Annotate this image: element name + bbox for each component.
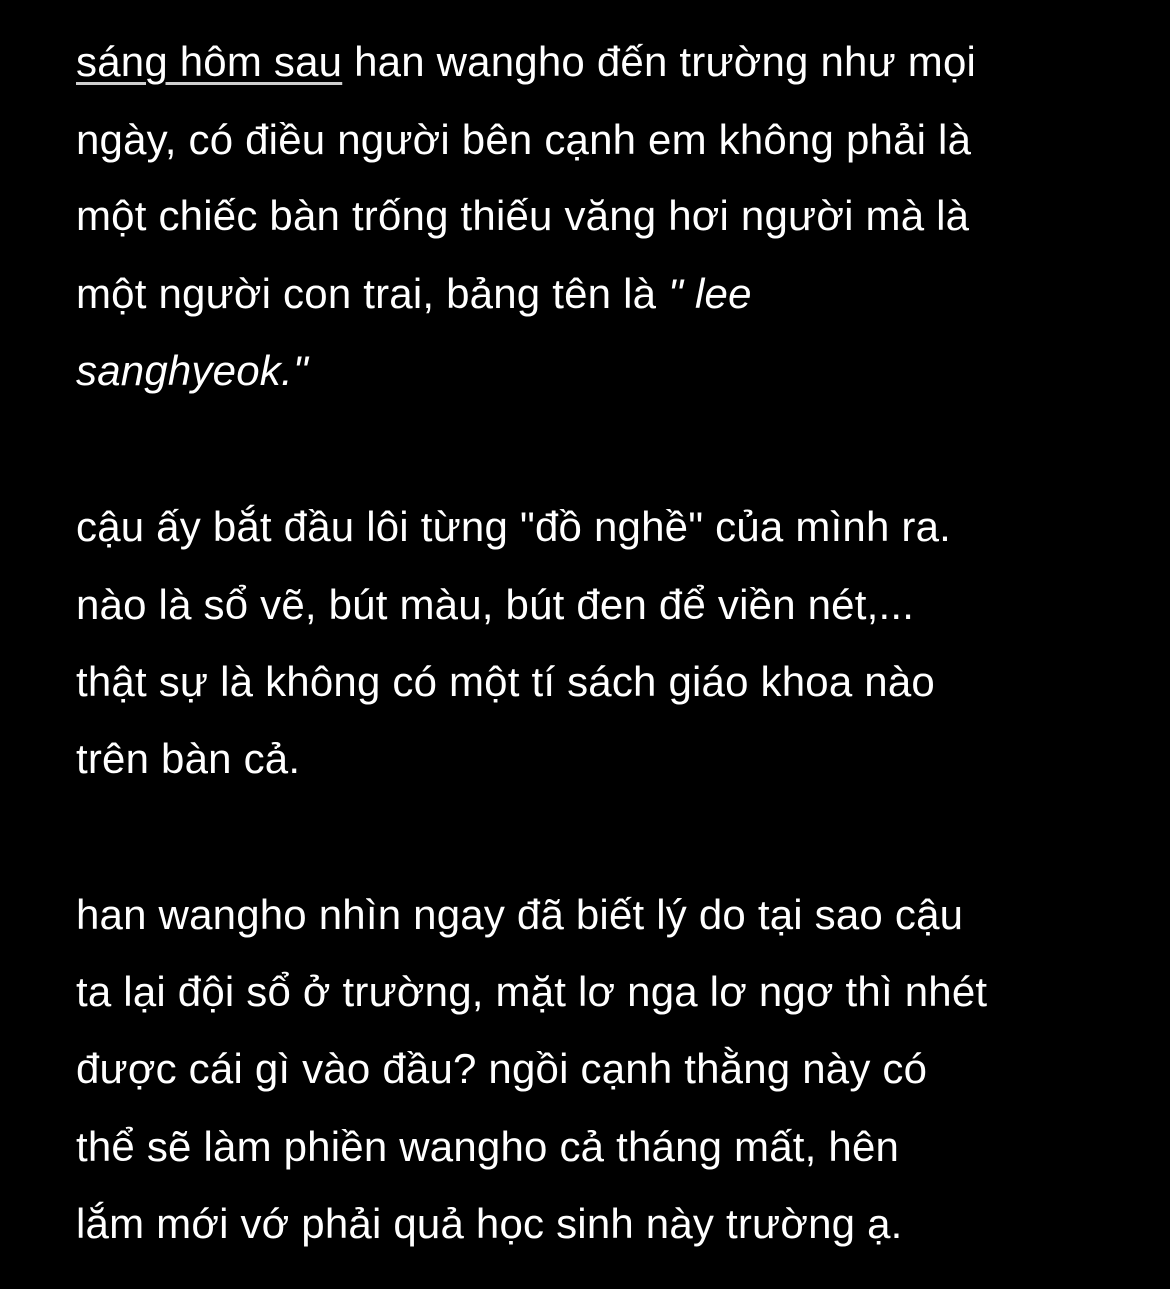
text-line: han wangho nhìn ngay đã biết lý do tại sao cậu xyxy=(76,891,964,938)
text-line: thật sự là không có một tí sách giáo khoa nào xyxy=(76,658,935,705)
text-line: ngày, có điều người bên cạnh em không phải là xyxy=(76,116,972,163)
text-line: cậu ấy bắt đầu lôi từng "đồ nghề" của mình ra. xyxy=(76,503,952,550)
text-line: một chiếc bàn trống thiếu văng hơi người mà là xyxy=(76,192,970,239)
text-line: ta lại đội sổ ở trường, mặt lơ nga lơ ngơ thì nhét xyxy=(76,968,988,1015)
text-line xyxy=(76,264,752,324)
line-text: một người con trai, bảng tên là xyxy=(76,270,669,317)
text-line: trên bàn cả. xyxy=(76,735,301,782)
text-line: thể sẽ làm phiền wangho cả tháng mất, hên xyxy=(76,1123,900,1170)
name-tag-text: sanghyeok." xyxy=(76,347,308,394)
text-line: nào là sổ vẽ, bút màu, bút đen để viền nét,... xyxy=(76,581,915,628)
text-line xyxy=(76,32,976,92)
text-line: được cái gì vào đầu? ngồi cạnh thằng này có xyxy=(76,1045,928,1092)
highlighted-phrase: sáng hôm sau xyxy=(76,38,343,85)
line-text: han wangho đến trường như mọi xyxy=(342,38,977,85)
text-line: lắm mới vớ phải quả học sinh này trường ạ. xyxy=(76,1200,903,1247)
name-tag-text: " lee xyxy=(668,270,752,317)
